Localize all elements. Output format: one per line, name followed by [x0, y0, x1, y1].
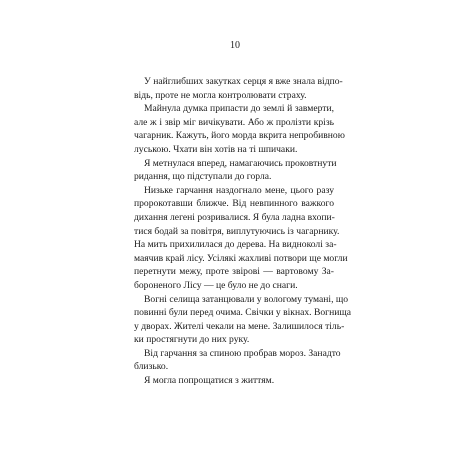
text-line: Вогні селища затанцювали у вологому тумані, що: [144, 293, 349, 305]
text-line: чагарник. Кажуть, його морда вкрита непробивною: [134, 130, 345, 142]
text-line: Я метнулася вперед, намагаючись проковтнути: [144, 157, 337, 169]
text-line: У найглибших закутках серця я вже знала відпо-: [144, 76, 343, 87]
text-line: маячив край лісу. Усілякі жахливі потвори ще могли: [134, 252, 348, 264]
text-line: Низьке гарчання наздогнало мене, цього разу: [144, 184, 334, 196]
text-line: Від гарчання за спиною пробрав мороз. Занадто: [144, 347, 341, 359]
text-line: луською. Чхати він хотів на ті шпичаки.: [134, 143, 298, 155]
text-line: близько.: [134, 361, 169, 373]
text-line: тися бодай за повітря, виплутуючись із чагарнику.: [134, 225, 340, 237]
text-line: ридання, що підступали до горла.: [134, 171, 272, 183]
text-line: Майнула думка припасти до землі й завмерти,: [144, 103, 334, 115]
page-number: 10: [230, 40, 240, 51]
text-line: відь, проте не могла контролювати страху.: [134, 89, 307, 101]
text-line: повинні були перед очима. Свічки у вікнах. Вогнища: [134, 307, 352, 319]
text-line: ки простягнути до них руку.: [134, 334, 250, 346]
text-line: у дворах. Жителі чекали на мене. Залишилося тіль-: [134, 320, 345, 332]
text-line: На мить прихилилася до дерева. На видноколі за-: [134, 239, 337, 251]
text-line: перетнути межу, проте звірові — вартовому За-: [134, 266, 334, 278]
body-text: [134, 75, 352, 388]
text-line: Я могла попрощатися з життям.: [144, 375, 275, 387]
text-line: бороненого Лісу — це було не до снаги.: [134, 279, 298, 291]
text-line: але ж і звір міг вичікувати. Або ж пролізти крізь: [134, 116, 334, 128]
text-line: дихання легені розривалися. Я була ладна вхопи-: [134, 211, 335, 223]
text-line: пророкотавши ближче. Від невпинного важкого: [134, 198, 334, 210]
